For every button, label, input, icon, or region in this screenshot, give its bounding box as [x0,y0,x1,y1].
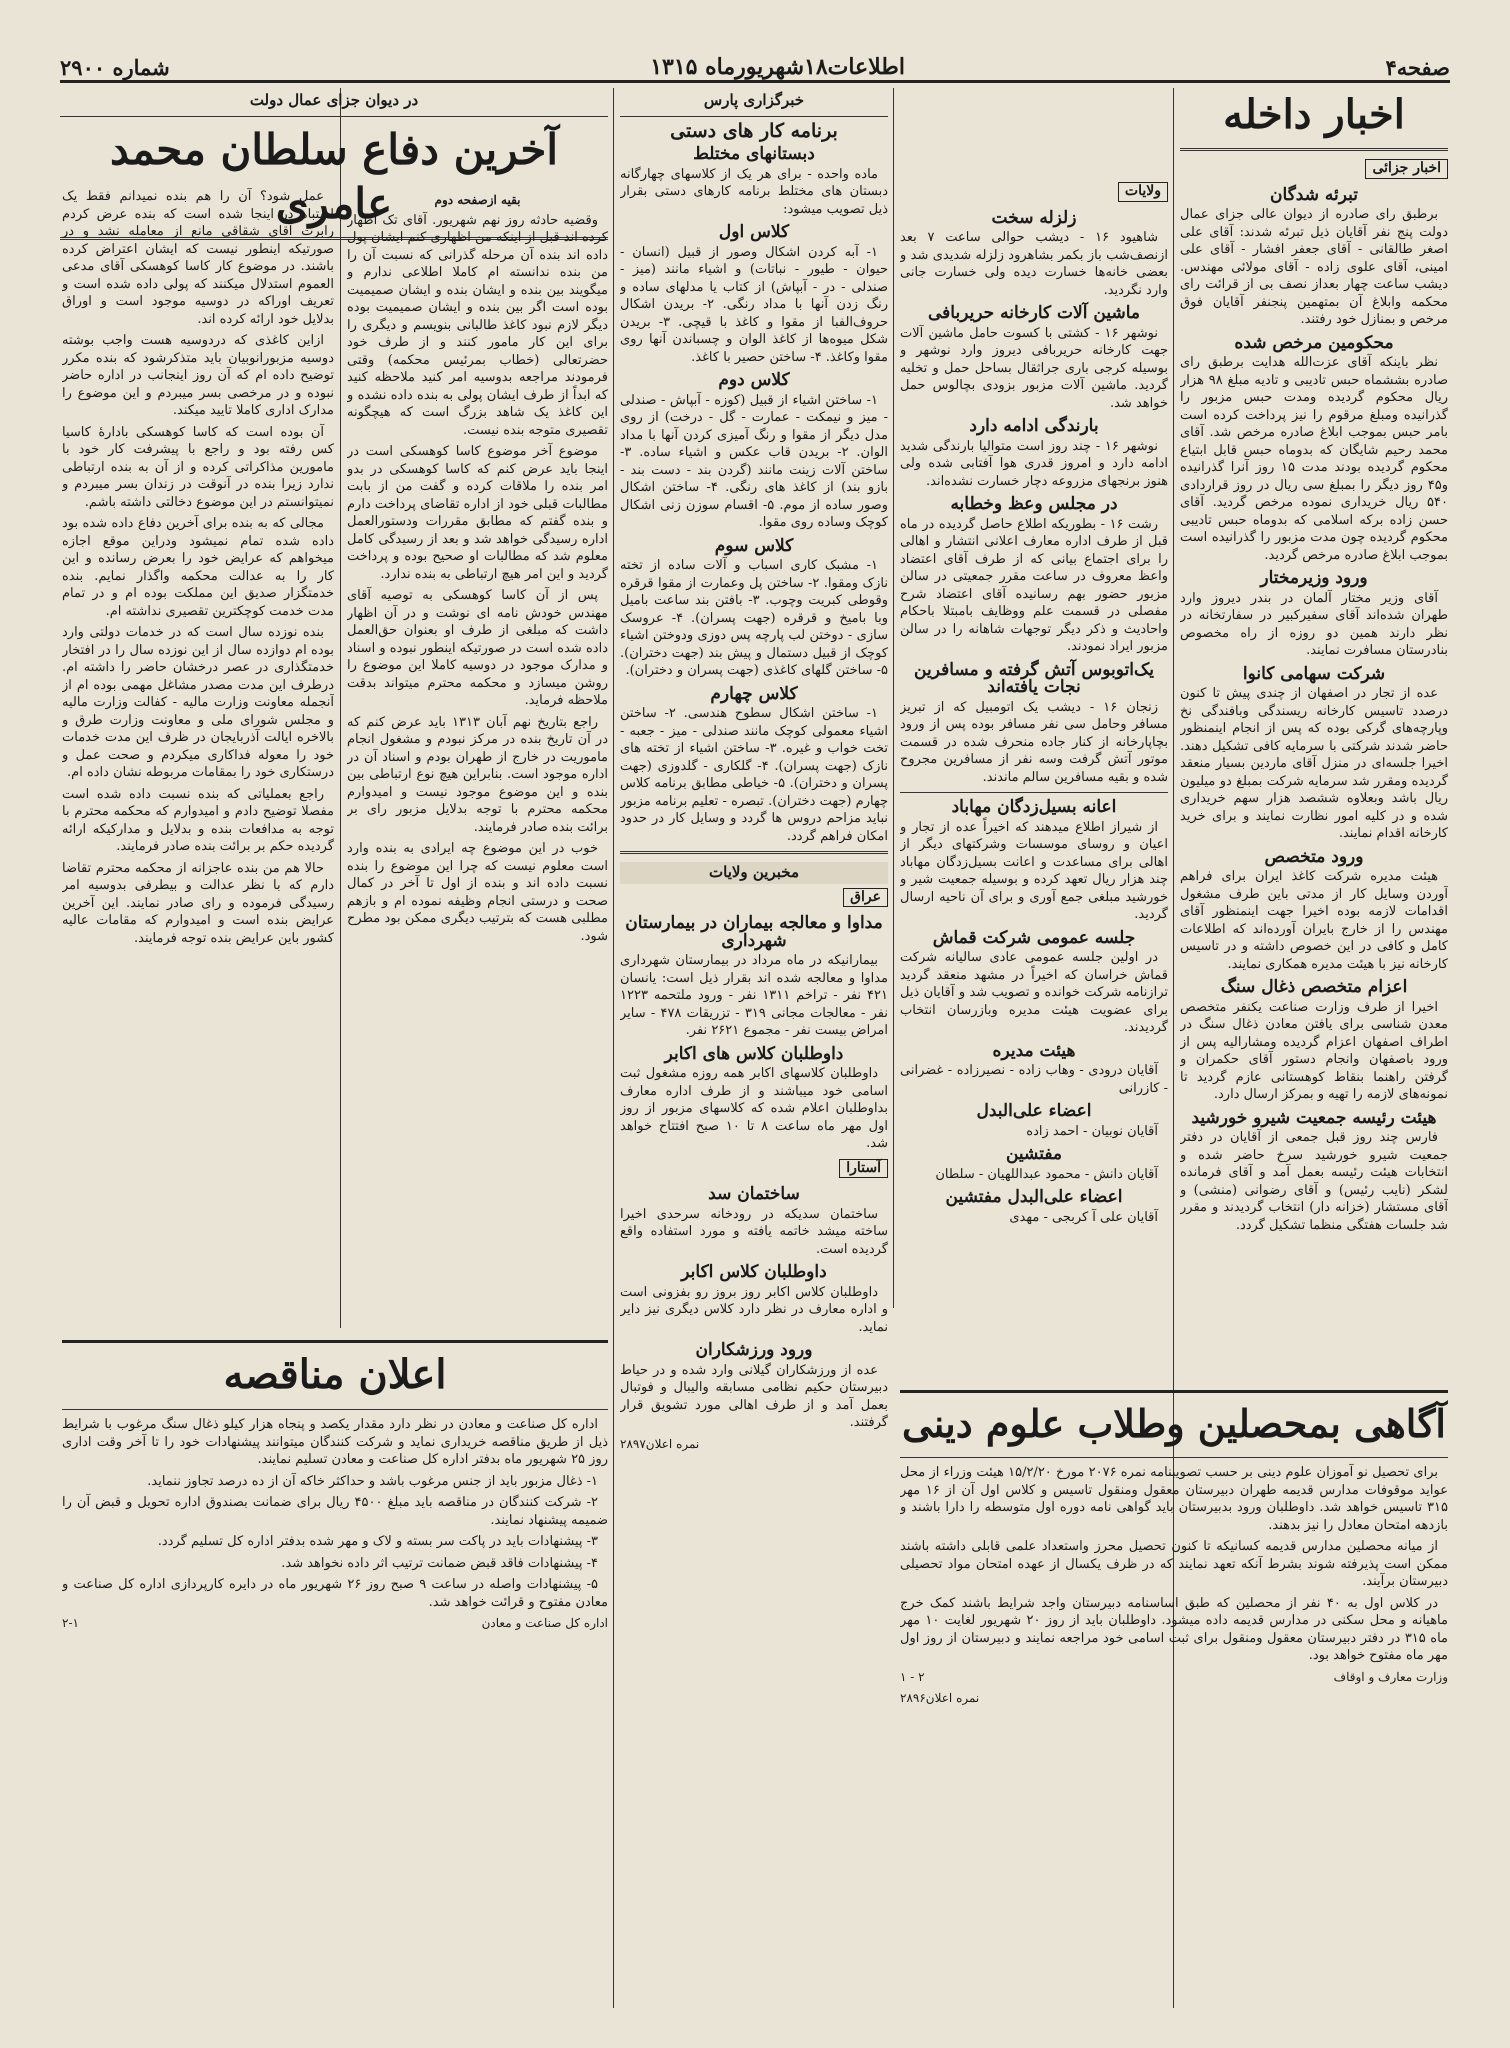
students-ad-number: نمره اعلان۲۸۹۶ [900,1691,980,1705]
article-paragraph: بنده نوزده سال است که در خدمات دولتی وارد بوده ام دوازده سال از این نوزده سال را در افتخار خدمتگذاری در عصر درخشان حاضر را داشته ام. درطرف این مدت مصدر مشاغل مهمی بوده ام از آنجمله معاونت وزارت مالیه - کفالت وزارت مالیه و مجلس شورای ملی و معاونت وزارت طرق و بالاخره ایالت آذربایجان در ظرف این مدت خدمات خود را معوله فداکاری میکردم و صحت عمل و درستکاری خود را بمقامات مربوطه نشان داده ام. [62,625,334,780]
item-body: برطبق رای صادره از دیوان عالی جزای عمال دولت پنج نفر آقایان ذیل تبرئه شدند: آقای علی اصغر طالقانی - آقای جعفر افشار - آقای علی امینی، آقای علوی زاده - آقای مولائی مهندس. دیشب ساعت چهار بعداز نصف بی از قرائت رای محکمه وابلاغ آن بمتهمین پنجنفر آقایان فوق مرخص و بمنازل خود رفتند. [1180,207,1448,327]
column-rule [893,88,894,1308]
class-body: ۱- آبه کردن اشکال وصور از قبیل (انسان - حیوان - طیور - نباتات) و اشیاء مانند (میز - صندلی - در - آبپاش) از کتاب یا مدلهای ساده و رنگ زدن آنها با مداد رنگی. ۲- بریدن اشکال حروف‌الفبا از مقوا و کاغذ با قیچی. ۳- بریدن شکل میوه‌ها از کاغذ الوان و چسباندن آنها روی مقوا وکاغذ. ۴- ساختن حصیر با کاغذ. [620,244,888,365]
crime-news-label: اخبار جزائی [1365,159,1448,179]
tender-item: ۴- پیشنهادات فاقد قبض ضمانت ترتیب اثر داده نخواهد شد. [281,1555,598,1571]
ad-number: نمره اعلان۲۸۹۷ [620,1436,700,1451]
item-body: نظر باینکه آقای عزت‌الله هدایت برطبق رای صادره بششماه حبس تادیبی و تادیه مبلغ ۹۸ هزار ریال محکوم گردیده ومدت حبس مزبور را گذرانیده ومبلغ مرقوم را نیز پرداخت کرده است بامر حبس بموجب ابلاغ صادره مرخص شد. آقای محمد رحیم شایگان که بدوماه حبس قابل ابتیاع محکوم گردیده بودند مدت ۱۵ روز آنرا گذرانیده و۴۵ روز دیگر را بمبلغ سی ریال در روز قراردادی ۵۴۰ ریال خریداری نموده مرخص گردید. آقای حسن زاده برکه اسلامی که بدوماه حبس تادیبی محکوم گردیده چون مدت مزبور را گذرانیده است بموجب ابلاغ صادره مرخص گردید. [1180,355,1448,563]
item-title: شرکت سهامی کانوا [1242,663,1386,684]
class-label: کلاس چهارم [710,683,798,704]
item-body: آقای وزیر مختار آلمان در بندر دیروز وارد طهران شده‌اند آقای سفیرکبیر در سفارتخانه در نظر دارند همین دو روزه از راه مخصوص بنادرستان مسافرت نمایند. [1180,590,1448,658]
item-body: عده از تجار در اصفهان از چندی پیش تا کنون درصدد تاسیس کارخانه ریسندگی وبافندگی نخ وپارچه‌های گرکی بوده که پس از انجام اینمنظور حاضر شدند شرکتی با سرمایه کافی تشکیل دهند. اخیرا جلسه‌ای در منزل آقای ماردین بسیار منعقد گردیده ومقرر شد سرمایه شرکت بمبلغ دو میلیون ریال باشد وبعلاوه ششصد هزار سهم خریداری شده و در کلیه امور نظارت نمایند و برای خرید کارخانه اقدام نمایند. [1180,686,1448,841]
students-ad-body: از میانه محصلین مدارس قدیمه کسانیکه تا کنون تحصیل محرز واستعداد علمی قابلی داشته باشند ممکن است پذیرفته شوند بشرط آنکه تعهد نمایند که در ظرف یکسال از عهده امتحان مواد تحصیلی دبیرستان برآیند. [900,1539,1448,1589]
class-label: کلاس دوم [718,370,790,390]
item-body: فارس چند روز قبل جمعی از آقایان در دفتر جمعیت شیرو خورشید سرخ حاضر شده و انتخابات هیئت رئیسه بعمل آمد و آقای فرمانده لشکر (نایب رئیس) و آقای رضوانی (منشی) و آقای مستشار (خزانه دار) انتخاب گردیدند و مقرر شد جلسات هفتگی منظما تشکیل گردد. [1180,1130,1448,1233]
students-ad-pages: ۲ - ۱ [900,1669,925,1684]
item-body: داوطلبان کلاس اکابر روز بروز رو بفزونی است و اداره معارف در نظر دارد کلاس دیگری نیز دایر نماید. [620,1284,888,1335]
article-paragraph: حالا هم من بنده عاجزانه از محکمه محترم تقاضا دارم که با نظر عدالت و بیطرفی بدوسیه امر رسیدگی فرموده و رای صادر نمایند. این آخرین عرایض بنده است و امیدوارم که مقامات عالیه کشور باین عرایض بنده توجه فرمایند. [62,860,334,946]
religious-students-ad [900,1390,1448,2008]
article-paragraph: آن بوده است که کاسا کوهسکی بادارهٔ کاسیا کس رفته بود و راجع با پیشرفت کار خود با مامورین مذاکراتی کرده و از آن به بنده ارتباطی ندارد زیرا بنده در آنوقت در زندان بسر میبردم و نمیتوانستم در این موضوع دخالتی داشته باشم. [62,424,334,510]
tender-item: ۵- پیشنهادات واصله در ساعت ۹ صبح روز ۲۶ شهریور ماه در دایره کارپردازی اداره کل صناعت و معادن مفتوح و قرائت خواهد شد. [62,1577,608,1610]
volunteers-title: داوطلبان کلاس های اکابر [664,1043,844,1064]
item-title: ورود ورزشکاران [695,1340,813,1360]
item-title: اعزام متخصص ذغال سنگ [1220,977,1408,997]
item-title: ماشین آلات کارخانه حریربافی [927,303,1140,323]
item-title: مفتشین [1005,1144,1063,1164]
amiri-column-right [347,188,608,1328]
tender-signature: اداره کل صناعت و معادن [481,1616,608,1630]
article-paragraph: ازاین کاغذی که دردوسیه هست واجب بوشته دوسیه مزبورانوبیان باید متذکرشود که بنده مکرر توضیح داده ام که آن روز اینجانب در اداره حاضر نبوده و در مرخصی بسر میبردم و این موضوع را مدارک اداری کاملا تایید میکند. [62,333,334,418]
column-provinces [900,180,1168,1308]
item-body: آقایان درودی - وهاب زاده - نصیرزاده - غضرانی - کازرانی [900,1063,1168,1096]
program-intro: ماده واحده - برای هر یک از کلاسهای چهارگانه دبستان های مختلط برنامه کارهای دستی بقرار ذیل تصویب میشود: [620,166,888,217]
item-title: زلزله سخت [991,207,1077,228]
item-title: اعضاء علی‌البدل [976,1101,1092,1121]
masthead [60,54,1450,83]
article-paragraph: راجع بتاریخ نهم آبان ۱۳۱۳ باید عرض کنم که در آن تاریخ بنده در مرکز نبودم و مشغول انجام ماموریت در خارج از طهران بودم و اسناد آن در اداره موجود است. بنابراین هیچ نوع ارتباطی بین بنده و این موضوع موجود نیست و امیدوارم محکمه محترم با توجه بدلایل مزبور رای بر برائت بنده صادر فرمایند. [347,714,608,835]
item-body: شاهیود ۱۶ - دیشب حوالی ساعت ۷ بعد ازنصف‌شب باز بکمر بشاهرود زلزله شدیدی شد و بعضی خانه‌ها خسارت دیده ولی خسارت جانی وارد نگردید. [900,230,1168,298]
amiri-column-left [62,188,334,1328]
iraq-label: عراق [843,888,888,908]
tender-body: اداره کل صناعت و معادن در نظر دارد مقدار یکصد و پنجاه هزار کیلو ذغال سنگ مرغوب با شرایط ذیل از طریق مناقصه خریداری نماید و شرکت کنندگان میتوانند پیشنهادات خود را تا آخر وقت اداری روز ۲۵ شهریور ماه بدفتر اداره کل صناعت و معادن تسلیم نمایند. [62,1417,608,1467]
item-title: اعانه بسیل‌زدگان مهاباد [951,797,1117,817]
column-rule [340,88,341,1328]
iraq-title: مداوا و معالجه بیماران در بیمارستان شهرداری [625,913,883,951]
item-body: نوشهر ۱۶ - کشتی با کسوت حامل ماشین آلات جهت کارخانه حریربافی دیروز وارد نوشهر و بوسیله کرجی باری جراثقال بساحل حمل و تخلیه گردید. ماشین آلات مزبور بزودی بچالوس حمل خواهد شد. [900,325,1168,411]
item-body: ساختمان سدیکه در رودخانه سرحدی اخیرا ساخته میشد خاتمه یافته و مورد استفاده واقع گردیده است. [620,1206,888,1257]
article-kicker: در دیوان جزای عمال دولت [249,91,419,109]
article-paragraph: پس از آن کاسا کوهسکی به توصیه آقای مهندس خودش نامه ای نوشت و در آن اظهار داشت که مبلغی از طرف او بعنوان حق‌العمل داده شده است در صورتیکه اینطور نبوده و اسناد و مدارک موجود در دوسیه کاملا این موضوع را روشن میسازد و محکمه محترم میتواند بدقت ملاحظه فرماید. [347,588,608,708]
provinces-label: ولایات [1118,182,1168,202]
class-body: ۱- مشبک کاری اسباب و آلات ساده از تخته نازک ومقوا. ۲- ساختن پل وعمارت از مقوا قرقره وقوطی کبریت وچوب. ۳- بافتن بند ساعت بامیل وبا بامیخ و قرقره (جهت پسران). ۴- عروسک سازی - دوختن لب پارچه پس دوزی ودوختن اشیاء کوچک از قبیل دستمال و پیش بند (جهت دختران). ۵- ساختن گلهای کاغذی (جهت پسران و دختران). [620,558,888,678]
provincial-news-head: مخبرین ولایات [620,862,888,884]
article-paragraph: موضوع آخر موضوع کاسا کوهسکی است در اینجا باید عرض کنم که کاسا کوهسکی در بدو امر بنده را ملاقات کرده و گفت من از بابت مطالبات قبلی خود از اداره تقاضای پرداخت دارم و بنده گفتم که مطابق مقررات ودستورالعمل اداره رسیدگی خواهد شد و بعد از رسیدگی کامل معلوم شد که مطالبات او صحیح بوده و پرداخت گردید و این امر هیچ ارتباطی به بنده ندارد. [347,444,608,582]
program-title: برنامه کار های دستی [670,119,838,142]
item-title: هیئت رئیسه جمعیت شیرو خورشید [1191,1107,1437,1128]
tender-number: ۲-۱ [62,1616,79,1630]
item-title: جلسه عمومی شرکت قماش [932,927,1136,948]
item-body: آقایان علی آ کربجی - مهدی [1009,1209,1158,1225]
class-body: ۱- ساختن اشکال سطوح هندسی. ۲- ساختن اشیاء معمولی کوچک مانند صندلی - میز - جعبه - تخت خواب و غیره. ۳- ساختن اشیاء از تخته های نازک (جهت پسران). ۴- گلکاری - گلدوزی (جهت پسران و دختران). ۵- خیاطی مطابق برنامه کلاس چهارم (جهت دختران). تبصره - تعلیم برنامه مزبور نباید مزاحم دروس ها گردد و وسایل کار در حدود امکان فراهم گردد. [620,706,888,844]
domestic-banner: اخبار داخله [1223,91,1405,138]
item-body: آقایان نوبیان - احمد زاده [1026,1123,1158,1139]
tender-item: ۱- ذغال مزبور باید از جنس مرغوب باشد و حداکثر خاکه آن از ده درصد تجاوز ننماید. [147,1473,598,1489]
item-title: ورود متخصص [1264,846,1364,867]
students-ad-signature: وزارت معارف و اوقاف [1333,1669,1448,1684]
agency-name: خبرگزاری پارس [703,91,805,109]
item-title: تبرئه شدگان [1270,184,1358,205]
students-ad-body: برای تحصیل نو آموزان علوم دینی بر حسب تصویبنامه نمره ۲۰۷۶ مورخ ۱۵/۲/۲۰ هیئت وزراء از محل عواید موقوفات مدارس قدیمه طهران دبیرستان معقول ومنقول تاسیس و کلاس اول آن از ۱۶ مهر ۳۱۵ تاسیس خواهد شد. داوطلبان ورود بدبیرستان باید گواهی نامه دوره اول متوسطه را دارا باشند و بازدهه امتحان معادل را نیز بدهند. [900,1465,1448,1533]
tender-item: ۲- شرکت کنندگان در مناقصه باید مبلغ ۴۵۰۰ ریال برای ضمانت بصندوق اداره تحویل و قبض آن را ضمیمه پیشنهاد نمایند. [62,1495,608,1528]
article-paragraph: وقضیه حادثه روز نهم شهریور. آقای تک اظهار کرده اند قبل از اینکه من اظهاری کنم ایشان پول داده اند بنده آن مرحله گذرانی که نسبت آن را من بنده ندانسته ام کاملا اطلاعی ندارم و میگویند بین بنده و ایشان بنده و ایشان صمیمیت بوده است اگر بین بنده و ایشان صمیمیت بوده دیگر لازم نبود کاغذ طالبانی بنویسم و دیگری را برای این کار مامور کنند و از طرف خود حضرتعالی (خطاب بمرئیس محکمه) وقتی فرمودند مراجعه بدوسیه امر کنید ملاحظه کنید که ابداً از طرف ایشان پولی به بنده داده نشده و این کاغذ یک شاهد بزرگ است که هیچگونه تقصیری متوجه بنده نیست. [347,212,608,438]
tender-title: اعلان مناقصه [223,1351,447,1398]
page-label: صفحه۴ [1385,54,1450,80]
item-title: بارندگی ادامه دارد [969,416,1099,436]
item-title: محکومین مرخص شده [1234,332,1394,353]
students-ad-body: در کلاس اول به ۴۰ نفر از محصلین که طبق اساسنامه دبیرستان واجد شرایط باشند کمک خرج ماهیانه و محل سکنی در مدارس قدیمه داده میشود. داوطلبان باید از روز ۲۰ شهریور لغایت ۱۰ مهر ماه ۳۱۵ در دفتر دبیرستان معقول ومنقول برای ثبت اسامی خود مراجعه نمایند و دبیرستان از روز اول مهر ماه مفتوح خواهد بود. [900,1595,1448,1663]
column-pars-agency [620,88,888,2008]
astara-label: آستارا [839,1159,888,1179]
tender-item: ۳- پیشنهادات باید در پاکت سر بسته و لاک و مهر شده بدفتر اداره کل تسلیم گردد. [157,1534,598,1549]
article-headline: آخرین دفاع سلطان محمد عامری [109,124,559,228]
article-paragraph: راجع بعملیاتی که بنده نسبت داده شده است مفصلا توضیح دادم و امیدوارم که محکمه محترم با توجه به مدافعات بنده و بدلایل و مدارکیکه ارائه گردیده حکم بر برائت بنده صادر فرمایند. [62,786,334,854]
item-title: در مجلس وعظ وخطابه [950,494,1118,514]
tender-ad [62,1340,608,2008]
continued-label: بقیه ازصفحه دوم [434,193,521,207]
program-subtitle: دبستانهای مختلط [693,144,815,164]
item-body: از شیراز اطلاع میدهند که اخیراً عده از تجار و اعیان و روسای موسسات وشرکتهای دیگر از اهالی برای مساعدت و اعانت بسیل‌زدگان مهاباد چند هزار ریال تعهد کرده و بوسیله جمعیت شیر و خورشید مبلغی جمع آوری و برای آن ناحیه ارسال گردید. [900,819,1168,922]
volunteers-body: داوطلبان کلاسهای اکابر همه روزه مشغول ثبت اسامی خود میباشند و از طرف اداره معارف بداوطلبان اعلام شده که کلاسهای مزبور از روز اول مهر ماه ساعت ۸ تا ۱۰ صبح افتتاح خواهد شد. [620,1066,888,1151]
domestic-items [1180,184,1448,1235]
item-body: عده از ورزشکاران گیلانی وارد شده و در حیاط دبیرستان حکیم نظامی مسابقه والیبال و فوتبال بعمل آمد و از طرف اهالی مورد تشویق قرار گرفتند. [620,1362,888,1430]
column-rule [613,88,614,2008]
item-title: داوطلبان کلاس اکابر [681,1262,827,1282]
article-paragraph: مجالی که به بنده برای آخرین دفاع داده شده بود داده شده تمام نمیشود ودراین موقع اجازه میخواهم که عرایض خود را بعرض رسانده و این کار را به عدالت محکمه واگذار نمایم. بنده خدمتگزار صدیق این مملکت بوده ام و در تمام مدت خدمت کوچکترین تقصیری نداشته ام. [62,516,334,619]
article-paragraph: خوب در این موضوع چه ایرادی به بنده وارد است معلوم نیست که چرا این موضوع را بنده نسبت داده اند و بنده از اول تا آخر در کمال صحت و درستی انجام وظیفه نموده ام و بازهم مطلبی هست که بترتیب دیگری ممکن بود مطرح شود. [347,841,608,944]
item-body: اخیرا از طرف وزارت صناعت یکنفر متخصص معدن شناسی برای یافتن معادن ذغال سنگ در اطراف اصفهان اعزام گردیده ومشارالیه پس از ورود باصفهان وانجام دستور آقای حکمران و گرفتن راهنما بنقاط کوهستانی عازم گردید تا نمونه‌های لازمه را تهیه و بمرکز ارسال دارد. [1180,999,1448,1102]
item-body: زنجان ۱۶ - دیشب یک اتومبیل که از تبریز مسافر وحامل سی نفر مسافر بوده پس از ورود بچاپارخانه از کنار جاده منحرف شده در قسمت موتور آتش گرفت وسه نفر از مسافرین مجروح شده و بقیه مسافرین سالم ماندند. [900,699,1168,785]
item-body: هیئت مدیره شرکت کاغذ ایران برای فراهم آوردن وسایل کار از مدتی باین طرف مشغول اقدامات لازمه بوده اخیرا جهت اینمنظور آقای مهندس را از خارج بایران آورده‌اند که اطلاعات کامل و کافی در این خصوص داشته و در تاسیس کارخانه نیز با هیئت مدیره همکاری نمایند. [1180,869,1448,972]
class-body: ۱- ساختن اشیاء از قبیل (کوزه - آبپاش - صندلی - میز و نیمکت - عمارت - گل - درخت) از روی مدل دیگر از مقوا و رنگ آمیزی کردن آنها با مداد الوان. ۲- بریدن قاب عکس و اشیاء ساده. ۳- ساختن آلات زینت مانند (گردن بند - دست بند - بازو بند) از کاغذ های رنگی. ۴- ساختن اشکال وصور ساده از موم. ۵- اقسام سوزن زنی اشکال کوچک وساده روی مقوا. [620,392,888,530]
class-label: کلاس اول [718,222,790,242]
item-title: ورود وزیرمختار [1260,568,1368,588]
item-title: یک‌اتوبوس آتش گرفته و مسافرین نجات یافته‌اند [914,659,1154,697]
item-title: اعضاء علی‌البدل مفتشین [945,1187,1123,1207]
item-body: رشت ۱۶ - بطوریکه اطلاع حاصل گردیده در ماه قبل از طرف اداره معارف اعلانی انتشار و اهالی را برای اجتماع بیانی که از طرف آقای اعتضاد واعظ معروف در ساعت مقرر جمعیتی در سالن مزبور حضور بهم رسانیده آقای اعتضاد شرح مفصلی در قسمت علم ووظایف بامبتلا باحکام واحادیث و ذکر دیگر توجهات شاهانه را در سالن مزبور ایراد نمودند. [900,516,1168,654]
date-line: اطلاعات۱۸شهریورماه ۱۳۱۵ [650,54,905,80]
item-title: هیئت مدیره [992,1040,1076,1061]
item-body: آقایان دانش - محمود عبداللهیان - سلطان [935,1166,1158,1182]
item-title: ساختمان سد [708,1184,800,1204]
iraq-body: بیمارانیکه در ماه مرداد در بیمارستان شهرداری مداوا و معالجه شده اند بقرار ذیل است: یانسان ۴۲۱ نفر - تراخم ۱۳۱۱ نفر - ورود ملتحمه ۱۲۲۳ نفر - معالجات مجانی ۳۱۹ - تزریقات ۴۷۸ - سایر امراض بیست نفر - مجموع ۲۶۲۱ نفر. [620,953,888,1038]
item-body: نوشهر ۱۶ - چند روز است متوالیا بارندگی شدید ادامه دارد و امروز قدری هوا آفتابی شده ولی هنوز برنجهای مزروعه دچار خسارت نشده‌اند. [900,438,1168,489]
issue-label: شماره ۲۹۰۰ [60,54,170,80]
class-label: کلاس سوم [714,535,794,556]
item-body: در اولین جلسه عمومی عادی سالیانه شرکت قماش خراسان که اخیراً در مشهد منعقد گردید ترازنامه شرکت خوانده و تصویب شد و آقایان ذیل برای عضویت هیئت مدیره وبازرسان انتخاب گردیدند. [900,950,1168,1035]
students-ad-title: آگاهی بمحصلین وطلاب علوم دینی [902,1401,1446,1446]
article-paragraph: عمل شود؟ آن را هم بنده نمیدانم فقط یک اشتباه در اینجا شده است که بنده عرض کردم رابرت آقای شقاقی مانع از معامله نشد و در صورتیکه اینطور نیست که ایشان اعتراض کرده باشند. در موضوع کار کاسا کوهسکی آقای مدعی العموم استدلال میکنند که پولی داده شده است و تعریف اوراکه در دوسیه موجود است و اوراق بدلایل خود ارائه کرده اند. [62,189,334,327]
